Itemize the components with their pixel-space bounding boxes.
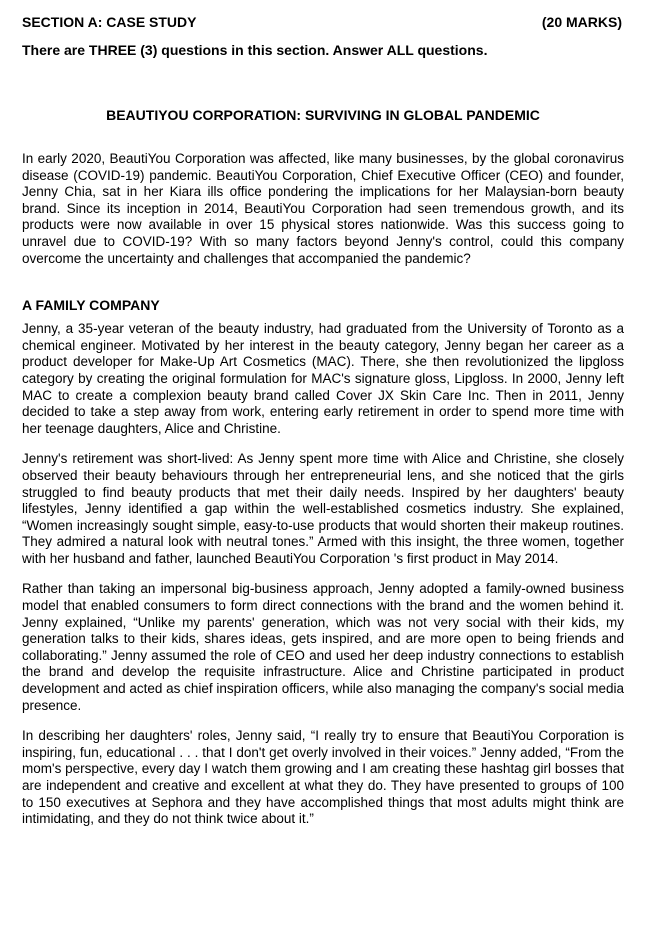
family-paragraph-1: Jenny, a 35-year veteran of the beauty industry, had graduated from the University of Toronto as a chemical engineer. Motivated by her interest in the beauty category, Jenny began her career as a product developer for Make-Up Art Cosmetics (MAC). There, she then revolutionized the lipgloss category by creating the original formulation for MAC's signature gloss, Lipgloss. In 2000, Jenny left MAC to create a complexion beauty brand called Cover JX Skin Care Inc. Then in 2011, Jenny decided to take a step away from work, entering early retirement in order to spend more time with her teenage daughters, Alice and Christine. <box>22 321 624 436</box>
section-label: SECTION A: CASE STUDY <box>22 14 197 30</box>
family-company-heading: A FAMILY COMPANY <box>22 297 160 314</box>
family-paragraph-3: Rather than taking an impersonal big-business approach, Jenny adopted a family-owned business model that enabled consumers to form direct connections with the brand and the women behind it. Jenny explained, “Unlike my parents' generation, which was not very social with their kids, my generation talks to their kids, shares ideas, gets inspired, and are more open to being friends and collaborating.” Jenny assumed the role of CEO and used her deep industry connections to establish the brand and develop the requisite infrastructure. Alice and Christine participated in product development and acted as chief inspiration officers, while also managing the company's social media presence. <box>22 581 624 713</box>
document-page <box>22 13 624 828</box>
family-paragraph-2: Jenny's retirement was short-lived: As Jenny spent more time with Alice and Christine, she closely observed their beauty behaviours through her entrepreneurial lens, and she noticed that the girls struggled to find beauty products that met their daily needs. Inspired by her daughters' beauty lifestyles, Jenny identified a gap within the well-established cosmetics industry. She explained, “Women increasingly sought simple, easy-to-use products that would shorten their makeup routines. They admired a natural look with neutral tones.” Armed with this insight, the three women, together with her husband and father, launched BeautiYou Corporation 's first product in May 2014. <box>22 451 624 566</box>
case-study-title: BEAUTIYOU CORPORATION: SURVIVING IN GLOBAL PANDEMIC <box>106 107 540 123</box>
intro-paragraph: In early 2020, BeautiYou Corporation was affected, like many businesses, by the global coronavirus disease (COVID-19) pandemic. BeautiYou Corporation, Chief Executive Officer (CEO) and founder, Jenny Chia, sat in her Kiara ills office pondering the implications for her Malaysian-born beauty brand. Since its inception in 2014, BeautiYou Corporation had seen tremendous growth, and its products were now available in over 15 physical stores nationwide. Was this success going to unravel due to COVID-19? With so many factors beyond Jenny's control, could this company overcome the uncertainty and challenges that accompanied the pandemic? <box>22 151 624 266</box>
section-instructions: There are THREE (3) questions in this section. Answer ALL questions. <box>22 42 488 58</box>
marks-label: (20 MARKS) <box>541 14 622 30</box>
section-header <box>22 13 624 31</box>
family-paragraph-4: In describing her daughters' roles, Jenny said, “I really try to ensure that BeautiYou Corporation is inspiring, fun, educational . . . that I don't get overly involved in their voices.” Jenny added, “From the mom's perspective, every day I watch them growing and I am creating these hashtag girl bosses that are independent and creative and excellent at what they do. They have presented to groups of 100 to 150 executives at Sephora and they have accomplished things that most adults might think are intimidating, and they do not think twice about it.” <box>22 728 624 827</box>
